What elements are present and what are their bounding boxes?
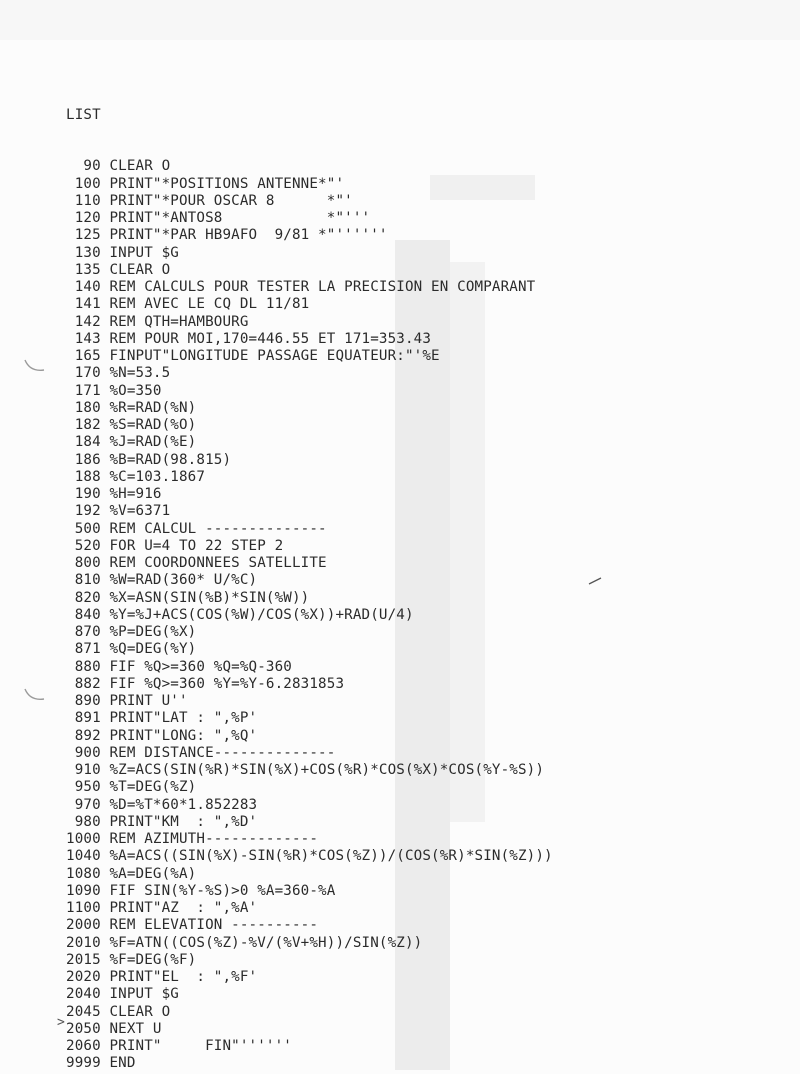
- code-line: 2010 %F=ATN((COS(%Z)-%V/(%V+%H))/SIN(%Z)): [66, 934, 423, 951]
- code-line: 520 FOR U=4 TO 22 STEP 2: [66, 537, 284, 554]
- code-line: 820 %X=ASN(SIN(%B)*SIN(%W)): [66, 589, 310, 606]
- stray-pen-mark: [588, 577, 602, 585]
- code-line: 880 FIF %Q>=360 %Q=%Q-360: [66, 658, 292, 675]
- code-line: 125 PRINT"*PAR HB9AFO 9/81 *"'''''': [66, 227, 388, 244]
- code-line: 192 %V=6371: [66, 503, 171, 520]
- code-line: 130 INPUT $G: [66, 244, 179, 261]
- code-line: 2040 INPUT $G: [66, 986, 179, 1003]
- punch-hole-mark-upper: [22, 352, 48, 378]
- code-line: 2015 %F=DEG(%F): [66, 951, 197, 968]
- code-line: 141 REM AVEC LE CQ DL 11/81: [66, 296, 310, 313]
- code-line: 140 REM CALCULS POUR TESTER LA PRECISION EN COMPARANT: [66, 279, 536, 295]
- code-line: 9999 END: [66, 1055, 136, 1072]
- code-line: 182 %S=RAD(%O): [66, 417, 197, 433]
- code-line: 2020 PRINT"EL : ",%F': [66, 969, 258, 985]
- code-line: 500 REM CALCUL --------------: [66, 520, 327, 537]
- code-line: 2000 REM ELEVATION ----------: [66, 917, 319, 934]
- code-line: 100 PRINT"*POSITIONS ANTENNE*"': [66, 175, 345, 192]
- code-line: 171 %O=350: [66, 382, 162, 399]
- code-line: 186 %B=RAD(98.815): [66, 451, 232, 468]
- punch-hole-mark-lower: [22, 683, 48, 709]
- basic-program-listing: [66, 72, 553, 1074]
- code-line: 90 CLEAR O: [66, 158, 171, 175]
- code-line: 190 %H=916: [66, 486, 162, 502]
- code-line: 892 PRINT"LONG: ",%Q': [66, 727, 258, 744]
- code-line: 890 PRINT U'': [66, 693, 188, 709]
- code-line: 180 %R=RAD(%N): [66, 399, 197, 416]
- code-line: 800 REM COORDONNEES SATELLITE: [66, 555, 327, 571]
- code-line: 2050 NEXT U: [66, 1020, 162, 1037]
- code-line: 184 %J=RAD(%E): [66, 434, 197, 451]
- code-line: 1080 %A=DEG(%A): [66, 865, 197, 882]
- code-line: 970 %D=%T*60*1.852283: [66, 796, 258, 813]
- scan-shade-top: [0, 0, 800, 40]
- code-line: 143 REM POUR MOI,170=446.55 ET 171=353.43: [66, 330, 432, 347]
- code-line: 810 %W=RAD(360* U/%C): [66, 572, 258, 589]
- code-line: 910 %Z=ACS(SIN(%R)*SIN(%X)+COS(%R)*COS(%X)*COS(%Y-%S)): [66, 762, 545, 778]
- code-lines: [66, 158, 553, 1072]
- code-line: 1090 FIF SIN(%Y-%S)>0 %A=360-%A: [66, 882, 336, 899]
- code-line: 120 PRINT"*ANTOS8 *"''': [66, 210, 371, 226]
- code-line: 142 REM QTH=HAMBOURG: [66, 313, 249, 330]
- code-line: 1040 %A=ACS((SIN(%X)-SIN(%R)*COS(%Z))/(COS(%R)*SIN(%Z))): [66, 848, 553, 865]
- code-line: 135 CLEAR O: [66, 261, 171, 278]
- code-line: 1100 PRINT"AZ : ",%A': [66, 900, 258, 916]
- code-line: 871 %Q=DEG(%Y): [66, 641, 197, 658]
- listing-header: LIST: [66, 106, 101, 123]
- code-line: 980 PRINT"KM : ",%D': [66, 813, 258, 830]
- code-line: 900 REM DISTANCE--------------: [66, 744, 336, 761]
- code-line: 188 %C=103.1867: [66, 468, 206, 485]
- code-line: 2060 PRINT" FIN"'''''': [66, 1038, 292, 1054]
- code-line: 170 %N=53.5: [66, 365, 171, 382]
- code-line: 891 PRINT"LAT : ",%P': [66, 710, 258, 727]
- code-line: 1000 REM AZIMUTH-------------: [66, 831, 319, 847]
- code-line: 840 %Y=%J+ACS(COS(%W)/COS(%X))+RAD(U/4): [66, 606, 414, 623]
- terminal-prompt: >: [57, 1015, 65, 1030]
- code-line: 882 FIF %Q>=360 %Y=%Y-6.2831853: [66, 675, 345, 692]
- code-line: 2045 CLEAR O: [66, 1003, 171, 1020]
- code-line: 950 %T=DEG(%Z): [66, 779, 197, 796]
- code-line: 870 %P=DEG(%X): [66, 624, 197, 640]
- code-line: 165 FINPUT"LONGITUDE PASSAGE EQUATEUR:"'%E: [66, 348, 440, 364]
- code-line: 110 PRINT"*POUR OSCAR 8 *"': [66, 192, 353, 209]
